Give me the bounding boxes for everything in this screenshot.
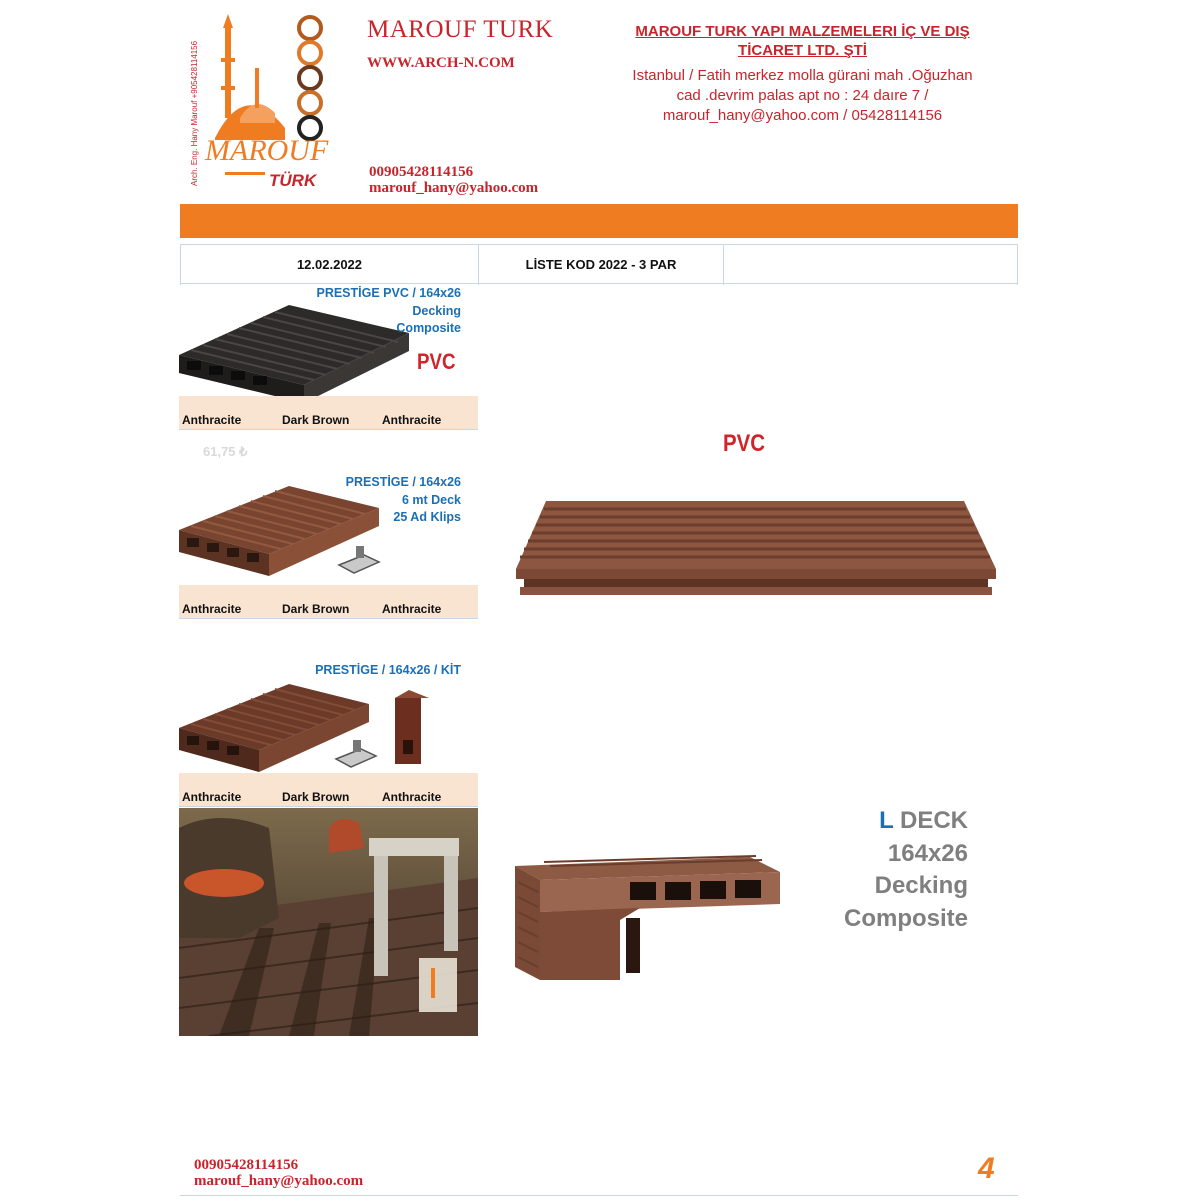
address-line1: Istanbul / Fatih merkez molla gürani mah .Oğuzhan: [632, 67, 973, 84]
product-title: [316, 285, 461, 338]
product-title-line: 25 Ad Klips: [393, 510, 461, 524]
l-deck-title: [800, 805, 968, 935]
price-text: 61,75 ₺: [203, 444, 248, 459]
orange-banner: [180, 204, 1018, 238]
footer-phone: 00905428114156: [194, 1157, 299, 1173]
company-name-line1: MAROUF TURK YAPI MALZEMELERI İÇ VE DIŞ: [635, 23, 970, 40]
company-name-line2: TİCARET LTD. ŞTİ: [738, 42, 867, 59]
l-deck-line3: Decking: [874, 872, 968, 899]
product-title-line: Decking: [412, 303, 461, 318]
pvc-badge: PVC: [417, 349, 456, 374]
footer-email-link[interactable]: marouf_hany@yahoo.com: [194, 1173, 364, 1189]
color-option[interactable]: Anthracite: [182, 790, 242, 804]
l-deck-size: 164x26: [887, 839, 968, 867]
color-options: [179, 396, 478, 430]
empty-cell: [724, 245, 1018, 285]
product-card-prestige-deck[interactable]: [179, 474, 478, 619]
deck-photo: [179, 808, 478, 1036]
product-title: [346, 474, 461, 527]
color-option[interactable]: Dark Brown: [282, 602, 350, 616]
footer-divider: [180, 1195, 1018, 1196]
product-card-prestige-kit[interactable]: [179, 662, 478, 807]
brand-phone: 00905428114156: [369, 164, 474, 180]
color-option[interactable]: Anthracite: [382, 602, 442, 616]
pvc-label: PVC: [723, 430, 765, 457]
product-card-prestige-pvc[interactable]: [179, 285, 478, 430]
color-option[interactable]: Dark Brown: [282, 790, 350, 804]
date-cell: 12.02.2022: [180, 245, 479, 285]
l-deck-board-image: [510, 852, 785, 987]
pvc-deck-board-image: [510, 493, 1000, 601]
color-options: [179, 585, 478, 619]
address-line3: marouf_hany@yahoo.com / 05428114156: [662, 107, 943, 124]
product-title-line: 6 mt Deck: [401, 492, 461, 507]
l-deck-word: DECK: [899, 807, 968, 834]
color-option[interactable]: Anthracite: [382, 413, 442, 427]
l-deck-prefix: L: [879, 807, 894, 834]
color-option[interactable]: Dark Brown: [282, 413, 350, 427]
l-deck-line4: Composite: [843, 904, 968, 932]
color-options: [179, 773, 478, 807]
brand-title: MAROUF TURK: [367, 16, 554, 43]
product-title: [315, 662, 461, 680]
logo-word: MAROUF: [205, 134, 329, 167]
clip-icon: [331, 734, 381, 774]
joist-icon: [389, 690, 429, 770]
color-option[interactable]: Anthracite: [182, 602, 242, 616]
info-row: [180, 244, 1018, 284]
brand-website-link[interactable]: WWW.ARCH-N.COM: [367, 55, 515, 71]
product-title-line: PRESTİGE / 164x26: [345, 475, 461, 489]
color-option[interactable]: Anthracite: [182, 413, 242, 427]
list-code-cell: LİSTE KOD 2022 - 3 PAR: [479, 245, 724, 285]
product-title-line: PRESTİGE PVC / 164x26: [316, 286, 461, 300]
address-line2: cad .devrim palas apt no : 24 daıre 7 /: [676, 87, 929, 104]
product-title-line: PRESTİGE / 164x26 / KİT: [315, 663, 461, 677]
company-logo: [185, 8, 335, 192]
page-number: 4: [978, 1152, 995, 1185]
logo-side-text: Arch. Eng. Hany Marouf +905428114156: [190, 40, 199, 186]
clip-icon: [334, 540, 384, 580]
company-name: [580, 22, 1025, 60]
logo-sub: TÜRK: [269, 171, 317, 190]
company-address: [580, 66, 1025, 126]
product-title-line: Composite: [396, 321, 461, 335]
color-option[interactable]: Anthracite: [382, 790, 442, 804]
brand-email-link[interactable]: marouf_hany@yahoo.com: [369, 180, 539, 196]
